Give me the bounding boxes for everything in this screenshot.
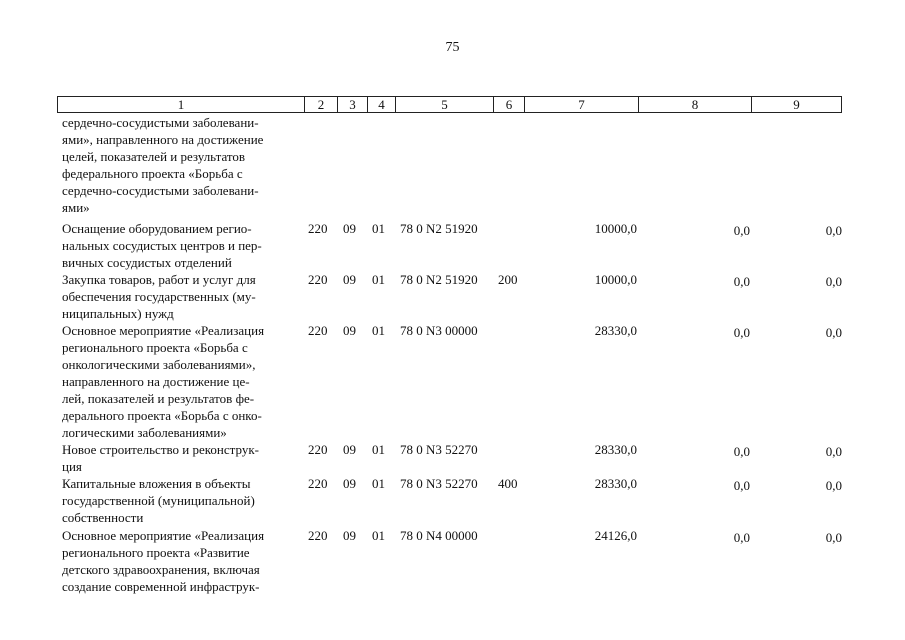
- header-cell-6: 6: [493, 96, 525, 113]
- row-col5: 78 0 N2 51920: [400, 272, 478, 287]
- row-col5: 78 0 N4 00000: [400, 528, 478, 543]
- row-description: Капитальные вложения в объекты государственной (муниципальной) собственности: [62, 476, 255, 525]
- row-col2: 220: [308, 476, 328, 491]
- row-col8: 0,0: [733, 223, 750, 238]
- row-col8: 0,0: [733, 478, 750, 493]
- row-col7: 28330,0: [594, 442, 637, 457]
- row-col2: 220: [308, 221, 328, 236]
- row-col3: 09: [343, 272, 356, 287]
- row-col3: 09: [343, 221, 356, 236]
- row-col4: 01: [372, 272, 385, 287]
- row-col2: 220: [308, 528, 328, 543]
- row-col7: 24126,0: [594, 528, 637, 543]
- header-cell-8: 8: [638, 96, 752, 113]
- row-col8: 0,0: [733, 274, 750, 289]
- header-cell-9: 9: [751, 96, 842, 113]
- row-description: Закупка товаров, работ и услуг для обеспечения государственных (му- ниципальных) нужд: [62, 272, 256, 321]
- row-col5: 78 0 N3 52270: [400, 442, 478, 457]
- row-col5: 78 0 N2 51920: [400, 221, 478, 236]
- row-col4: 01: [372, 528, 385, 543]
- row-col4: 01: [372, 323, 385, 338]
- row-col7: 28330,0: [594, 323, 637, 338]
- continuation-text: сердечно-сосудистыми заболевани- ями», направленного на достижение целей, показателей и результатов федерального проекта «Борьба с сердечно-сосудистыми заболевани- ями»: [62, 115, 264, 215]
- row-col4: 01: [372, 442, 385, 457]
- row-col9: 0,0: [825, 325, 842, 340]
- header-cell-5: 5: [395, 96, 494, 113]
- row-col6: 400: [498, 476, 518, 491]
- row-description: Основное мероприятие «Реализация регионального проекта «Развитие детского здравоохранения, включая создание современной инфраструк-: [62, 528, 265, 594]
- row-description: Новое строительство и реконструк- ция: [62, 442, 259, 474]
- header-cell-3: 3: [337, 96, 368, 113]
- row-col9: 0,0: [825, 478, 842, 493]
- row-col9: 0,0: [825, 444, 842, 459]
- header-cell-2: 2: [304, 96, 338, 113]
- row-col3: 09: [343, 323, 356, 338]
- row-col9: 0,0: [825, 274, 842, 289]
- row-col8: 0,0: [733, 530, 750, 545]
- row-col3: 09: [343, 528, 356, 543]
- row-col9: 0,0: [825, 530, 842, 545]
- row-col2: 220: [308, 272, 328, 287]
- table-header-row: [57, 96, 842, 113]
- row-col2: 220: [308, 442, 328, 457]
- row-col7: 28330,0: [594, 476, 637, 491]
- row-col5: 78 0 N3 52270: [400, 476, 478, 491]
- row-col7: 10000,0: [594, 221, 637, 236]
- row-col9: 0,0: [825, 223, 842, 238]
- row-description: Основное мероприятие «Реализация регионального проекта «Борьба с онкологическими заболеваниями», направленного на достижение це- лей, показателей и результатов фе- дерального проекта «Борьба с онко- логическими заболеваниями»: [62, 323, 265, 440]
- row-col4: 01: [372, 476, 385, 491]
- row-col5: 78 0 N3 00000: [400, 323, 478, 338]
- header-cell-7: 7: [524, 96, 639, 113]
- row-col6: 200: [498, 272, 518, 287]
- row-col8: 0,0: [733, 325, 750, 340]
- header-cell-4: 4: [367, 96, 396, 113]
- row-col4: 01: [372, 221, 385, 236]
- header-cell-1: 1: [57, 96, 305, 113]
- row-col7: 10000,0: [594, 272, 637, 287]
- page-number: 75: [445, 40, 460, 55]
- row-description: Оснащение оборудованием регио- нальных сосудистых центров и пер- вичных сосудистых отделений: [62, 221, 262, 270]
- row-col2: 220: [308, 323, 328, 338]
- row-col8: 0,0: [733, 444, 750, 459]
- row-col3: 09: [343, 442, 356, 457]
- row-col3: 09: [343, 476, 356, 491]
